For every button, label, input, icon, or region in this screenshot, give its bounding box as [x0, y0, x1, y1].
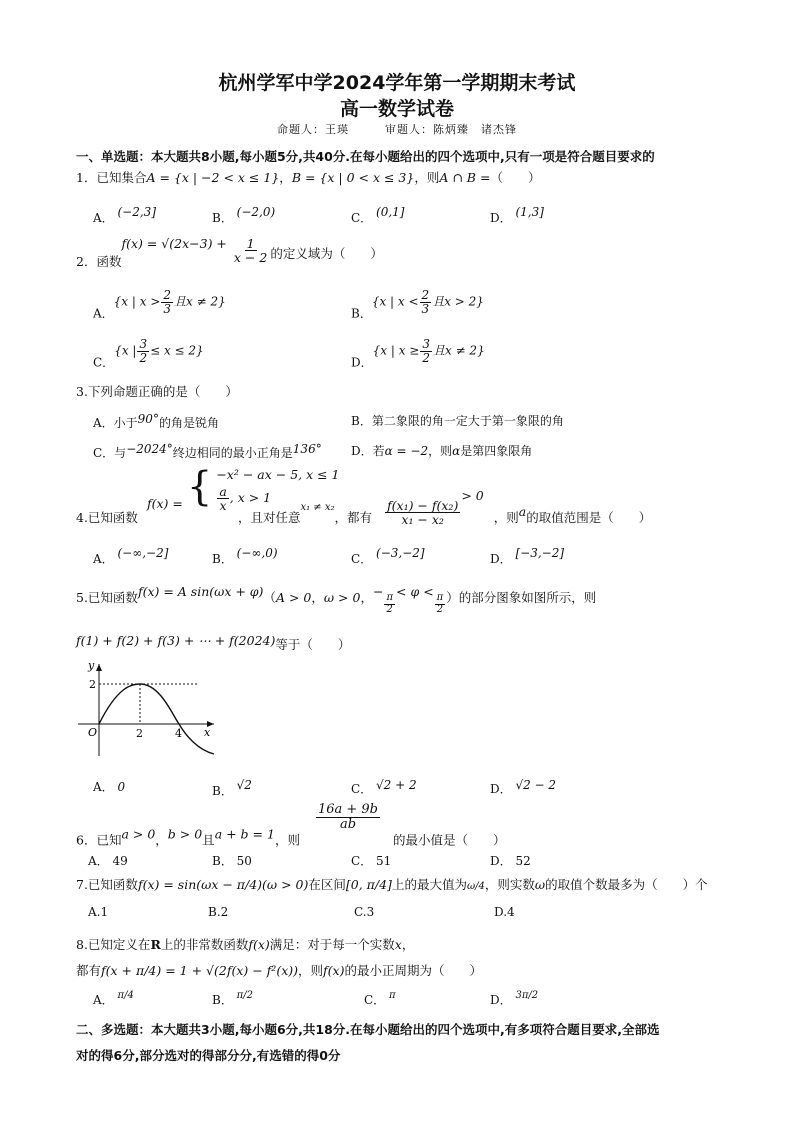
exam-subtitle: 高一数学试卷: [339, 98, 454, 120]
q3-stem: 3.下列命题正确的是（ ）: [76, 384, 238, 399]
section2-heading-line1: 二、多选题：本大题共3小题,每小题6分,共18分.在每小题给出的四个选项中,有多项符合题目要求,全部选: [76, 1022, 660, 1037]
q2-option-d: D．{x | x ≥ $\frac{3}{2}$ 且x ≠ 2}: [351, 337, 485, 370]
q4-stem: 4.已知函数 ，且对任意$_{x_1 \ne x_2}$，都有 $\frac{\text{f(x₁) − f(x₂)}}{\text{x₁ − x₂}}$ > 0，则a的取值范围是（ ）: [76, 488, 652, 528]
q2-option-b: B．{x | x < $\frac{2}{3}$ 且x > 2}: [351, 288, 484, 321]
q3-option-a: A．小于90°的角是锐角: [93, 412, 219, 430]
tick-label-2: 2: [136, 727, 143, 740]
y-axis-label: y: [88, 659, 95, 672]
x-axis-label: x: [204, 726, 211, 739]
q2-option-a: A．{x | x > $\frac{2}{3}$ 且x ≠ 2}: [93, 288, 226, 321]
q1-option-d: D． (1,3]: [490, 205, 544, 225]
q7-stem: 7.已知函数f(x) = sin(ωx − π/4)(ω > 0)在区间[0, π/4]上的最大值为ω/4，则实数ω的取值个数最多为（ ）个: [76, 877, 708, 892]
exam-authors: 命题人：王瑛 审题人：陈炳臻 诸杰锋: [277, 123, 517, 136]
q6-option-d: D． 52: [490, 854, 531, 868]
q3-option-c: C．与−2024°终边相同的最小正角是136°: [93, 442, 322, 460]
q8-option-a: A． $^{\pi/4}$: [93, 990, 134, 1007]
exam-title: 杭州学军中学2024学年第一学期期末考试: [218, 72, 576, 94]
q5-option-d: D． √2 − 2: [490, 778, 557, 796]
q6-option-b: B． 50: [212, 854, 252, 868]
q1-option-b: B． (−2,0): [212, 205, 276, 225]
q8-stem-line2: 都有f(x + π/4) = 1 + √(2f(x) − f²(x))，则f(x)的最小正周期为（ ）: [76, 963, 482, 978]
section2-heading-line2: 对的得6分,部分选对的得部分分,有选错的得0分: [76, 1048, 341, 1063]
section1-heading: 一、单选题：本大题共8小题,每小题5分,共40分.在每小题给出的四个选项中,只有一项是符合题目要求的: [76, 149, 655, 164]
q3-option-b: B．第二象限的角一定大于第一象限的角: [351, 414, 564, 428]
q5-option-b: B． √2: [212, 778, 252, 798]
q8-stem-line1: 8.已知定义在R上的非常数函数f(x)满足：对于每一个实数x，: [76, 937, 415, 952]
q6-stem: 6．已知a > 0，b > 0且a + b = 1，则 $\frac{16a + 9b}{ab}$ 的最小值是（ ）: [76, 802, 506, 848]
q6-option-c: C． 51: [351, 854, 392, 868]
q7-option-c: C.3: [354, 905, 375, 919]
q1-option-a: A． (−2,3]: [93, 205, 157, 225]
y-axis-arrow: [96, 664, 102, 671]
q1-option-c: C． (0,1]: [351, 205, 405, 225]
q5-sine-graph: [74, 656, 224, 760]
q7-option-b: B.2: [208, 905, 229, 919]
q2-option-c: C．{x | $\frac{3}{2}$ ≤ x ≤ 2}: [93, 337, 204, 370]
q4-option-d: D． [−3,−2]: [490, 546, 565, 566]
q4-option-a: A． (−∞,−2]: [93, 546, 169, 566]
q5-sum: f(1) + f(2) + f(3) + ⋯ + f(2024)等于（ ）: [76, 633, 351, 652]
sine-curve: [99, 684, 214, 754]
q8-option-b: B． $^{\pi/2}$: [212, 990, 253, 1007]
q8-option-d: D． $^{3\pi/2}$: [490, 990, 539, 1007]
q5-stem: 5.已知函数f(x) = A sin(ωx + φ)（A > 0，ω > 0，− $\frac{\pi}{2}$ < φ < $\frac{\pi}{2}$ ）的部分图象如图所示，则: [76, 584, 597, 615]
y-max-label: 2: [89, 678, 96, 691]
q4-piecewise: f(x) = { −x² − ax − 5, x ≤ 1 $\frac{a}{x}$ , x > 1: [147, 464, 340, 514]
q5-option-a: A． 0: [93, 780, 126, 794]
q8-option-c: C． $^\pi$: [364, 990, 396, 1007]
q3-option-d: D．若α = −2，则α是第四象限角: [351, 444, 533, 458]
q4-option-b: B． (−∞,0): [212, 546, 278, 566]
q2-stem: 2．函数f(x) = √(2x−3) + $\frac{1}{x - 2}$ 的定义域为（ ）: [76, 235, 383, 269]
q7-option-a: A.1: [88, 905, 109, 919]
q4-option-c: C． (−3,−2]: [351, 546, 425, 566]
q1-stem: 1．已知集合A = {x | −2 < x ≤ 1}，B = {x | 0 < x ≤ 3}，则A ∩ B =（ ）: [76, 170, 541, 185]
q7-option-d: D.4: [494, 905, 515, 919]
origin-label: O: [88, 726, 98, 739]
tick-label-4: 4: [175, 727, 182, 740]
q5-option-c: C． √2 + 2: [351, 778, 417, 796]
q6-option-a: A． 49: [88, 854, 128, 868]
